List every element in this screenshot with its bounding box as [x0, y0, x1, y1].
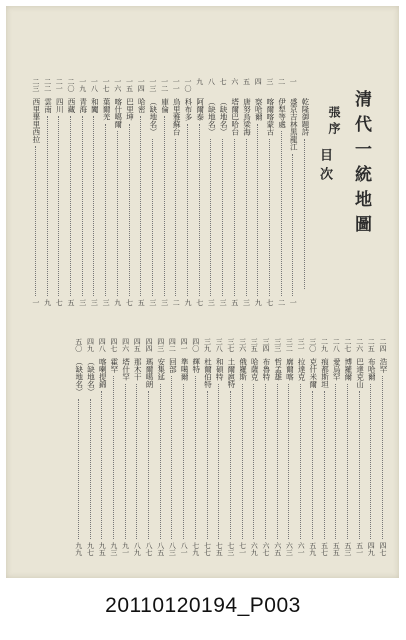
- leader-dots: [222, 139, 223, 296]
- leader-dots: [136, 384, 137, 539]
- leader-dots: [148, 391, 149, 539]
- leader-dots: [324, 391, 325, 539]
- entry-title: 葉爾羌: [102, 98, 112, 121]
- leader-dots: [288, 384, 289, 539]
- leader-dots: [129, 124, 130, 296]
- leader-dots: [304, 139, 305, 289]
- entry-number: 一一: [172, 78, 181, 92]
- entry-title: 青海: [78, 98, 88, 113]
- entry-title: 察哈爾: [254, 98, 264, 121]
- leader-dots: [90, 399, 91, 539]
- leader-dots: [101, 391, 102, 539]
- entry-number: 九: [195, 78, 204, 85]
- entry-number: 三六: [238, 338, 247, 352]
- entry-number: 四五: [133, 338, 142, 352]
- toc-entry: [156, 338, 166, 556]
- entry-number: 四七: [109, 338, 118, 352]
- toc-entry: [288, 78, 298, 306]
- entry-number: 二六: [355, 338, 364, 352]
- leader-dots: [257, 124, 258, 296]
- entry-title: 哲孟雄: [273, 358, 283, 381]
- entry-title: 伊犁等處: [277, 98, 287, 128]
- entry-title: 那木干: [133, 358, 143, 381]
- entry-page-number: 七一: [238, 542, 247, 556]
- toc-entry: [191, 338, 201, 556]
- entry-page-number: 三: [219, 299, 228, 306]
- entry-page-number: 八九: [133, 542, 142, 556]
- entry-page-number: 二: [172, 299, 181, 306]
- toc-entry: [195, 78, 205, 306]
- entry-title: 雲南: [43, 98, 53, 113]
- entry-title: （缺地名）: [219, 98, 229, 136]
- toc-entry: [43, 78, 53, 306]
- entry-number: 七: [219, 78, 228, 85]
- entry-number: 三八: [215, 338, 224, 352]
- leader-dots: [312, 391, 313, 539]
- entry-number: 二〇: [67, 78, 75, 92]
- leader-dots: [171, 376, 172, 539]
- leader-dots: [281, 131, 282, 296]
- entry-title: 回部: [168, 358, 178, 373]
- entry-page-number: 七: [125, 299, 134, 306]
- entry-title: 巴達克山: [355, 358, 365, 388]
- entry-number: 一九: [78, 78, 87, 92]
- image-caption: 20110120194_P003: [105, 594, 301, 617]
- entry-title: 哈薩克: [250, 358, 260, 381]
- toc-entry: [78, 78, 88, 306]
- entry-number: 一〇: [184, 78, 192, 92]
- leader-dots: [242, 384, 243, 539]
- toc-entry: [253, 78, 263, 306]
- entry-number: 六: [230, 78, 239, 85]
- entry-page-number: 四九: [367, 542, 376, 556]
- entry-title: 布魯特: [262, 358, 271, 381]
- toc-entry: [203, 338, 213, 556]
- leader-dots: [277, 384, 278, 539]
- toc-entry: [242, 78, 252, 306]
- entry-number: 一六: [113, 78, 122, 92]
- entry-title: 和碩特: [215, 358, 225, 381]
- leader-dots: [78, 399, 79, 539]
- entry-page-number: 九: [184, 299, 192, 306]
- leader-dots: [269, 139, 270, 296]
- toc-entry: [218, 78, 228, 306]
- entry-title: 喀爾喀蒙古: [265, 98, 275, 136]
- leader-dots: [164, 116, 165, 296]
- entry-page-number: 七: [55, 299, 64, 306]
- entry-page-number: 二: [277, 299, 286, 306]
- toc-entry: [238, 338, 248, 556]
- entry-page-number: 七五: [215, 542, 224, 556]
- leader-dots: [210, 139, 211, 296]
- entry-number: 五〇: [74, 338, 83, 352]
- entry-page-number: 六九: [250, 542, 259, 556]
- entry-page-number: 一: [31, 299, 40, 306]
- leader-dots: [265, 384, 266, 539]
- entry-page-number: 三: [242, 299, 251, 306]
- toc-entry: [109, 338, 119, 556]
- entry-page-number: 五五: [332, 542, 341, 556]
- entry-page-number: 七七: [203, 542, 212, 556]
- entry-number: 四〇: [191, 338, 200, 352]
- entry-title: 準噶爾: [180, 358, 190, 381]
- entry-title: 博羅爾: [343, 358, 353, 381]
- leader-dots: [93, 116, 94, 296]
- toc-entry: [136, 78, 146, 306]
- entry-number: 一四: [137, 78, 146, 92]
- leader-dots: [195, 376, 196, 539]
- toc-entry: [113, 78, 123, 306]
- entry-page-number: 八五: [156, 542, 165, 556]
- entry-number: 一: [289, 78, 298, 85]
- entry-title: 安集延: [156, 358, 166, 381]
- entry-page-number: 三: [148, 299, 157, 306]
- leader-dots: [183, 384, 184, 539]
- entry-number: 二四: [379, 338, 387, 352]
- entry-number: 五: [242, 78, 251, 85]
- entry-page-number: 七九: [191, 542, 200, 556]
- entry-title: 痕都斯坦: [320, 358, 330, 388]
- entry-number: 三: [265, 78, 274, 85]
- entry-number: 一五: [125, 78, 134, 92]
- leader-dots: [117, 131, 118, 296]
- entry-title: 烏里雅蘇台: [172, 98, 182, 136]
- entry-number: 二九: [320, 338, 329, 352]
- entry-number: 三一: [297, 338, 306, 352]
- toc-entry: [121, 338, 131, 556]
- leader-dots: [253, 384, 254, 539]
- toc-entry: [167, 338, 177, 556]
- entry-number: 四二: [168, 338, 177, 352]
- entry-page-number: 八三: [168, 542, 177, 556]
- toc-entry: [144, 338, 154, 556]
- leader-dots: [246, 139, 247, 296]
- entry-page-number: 六七: [262, 542, 270, 556]
- toc-entry: [86, 338, 96, 556]
- toc-entry: [74, 338, 84, 556]
- toc-entry: [132, 338, 142, 556]
- toc-entry: [320, 338, 330, 556]
- toc-entry: [277, 78, 287, 306]
- entry-title: 廓爾喀: [285, 358, 295, 381]
- leader-dots: [335, 384, 336, 539]
- entry-title: （缺地名）: [148, 98, 158, 136]
- leader-dots: [370, 384, 371, 539]
- leader-dots: [140, 116, 141, 296]
- toc-entry: [183, 78, 193, 306]
- entry-number: 三五: [250, 338, 259, 352]
- entry-title: 土爾扈特: [226, 358, 236, 388]
- entry-number: 二三: [31, 78, 40, 92]
- entry-number: 二一: [55, 78, 64, 92]
- entry-number: 二八: [332, 338, 341, 352]
- entry-number: 三四: [262, 338, 270, 352]
- leader-dots: [382, 376, 383, 539]
- entry-number: 四四: [145, 338, 153, 352]
- toc-entry: [331, 338, 341, 556]
- entry-number: 三二: [285, 338, 294, 352]
- entry-title: 克什米爾: [308, 358, 318, 388]
- entry-number: 四: [254, 78, 263, 85]
- entry-number: 一三: [148, 78, 157, 92]
- entry-page-number: 五三: [343, 542, 352, 556]
- leader-dots: [47, 116, 48, 296]
- entry-number: 二: [277, 78, 286, 85]
- leader-dots: [199, 124, 200, 296]
- table-of-contents-label: 目次: [317, 148, 332, 186]
- leader-dots: [58, 116, 59, 296]
- entry-number: 八: [207, 78, 216, 85]
- toc-entry: [31, 78, 41, 306]
- entry-page-number: 六三: [285, 542, 294, 556]
- preface-entry: 張序: [327, 106, 341, 138]
- toc-entry: [125, 78, 135, 306]
- entry-number: 二七: [343, 338, 352, 352]
- entry-title: 拉達克: [297, 358, 307, 381]
- entry-page-number: 七: [195, 299, 204, 306]
- entry-title: 科布多: [184, 98, 193, 121]
- leader-dots: [82, 116, 83, 296]
- entry-number: 三七: [226, 338, 235, 352]
- leader-dots: [218, 384, 219, 539]
- entry-page-number: 五九: [308, 542, 317, 556]
- toc-entry: [214, 338, 224, 556]
- entry-page-number: 五一: [355, 542, 364, 556]
- leader-dots: [207, 391, 208, 539]
- toc-entry: [89, 78, 99, 306]
- toc-entry: [355, 338, 365, 556]
- entry-page-number: 三: [78, 299, 87, 306]
- entry-page-number: 九一: [121, 542, 130, 556]
- leader-dots: [300, 384, 301, 539]
- entry-title: 喀喇提錦: [98, 358, 108, 388]
- toc-entry: [160, 78, 170, 306]
- entry-title: 霍罕: [109, 358, 119, 373]
- entry-page-number: 五: [137, 299, 146, 306]
- entry-title: （缺地名）: [74, 358, 84, 396]
- entry-title: 西藏: [67, 98, 76, 113]
- entry-number: 一七: [102, 78, 111, 92]
- toc-entry: [366, 338, 376, 556]
- toc-entry: [284, 338, 294, 556]
- entry-title: 愛烏罕: [332, 358, 342, 381]
- entry-page-number: 一: [289, 299, 298, 306]
- entry-page-number: 九三: [109, 542, 118, 556]
- entry-page-number: 八七: [145, 542, 153, 556]
- entry-number: 四一: [180, 338, 189, 352]
- entry-title: 乾隆御題詩: [301, 98, 310, 136]
- leader-dots: [70, 116, 71, 296]
- entry-title: 和闐: [90, 98, 100, 113]
- entry-title: 阿爾泰: [195, 98, 205, 121]
- entry-title: 塔什罕: [121, 358, 131, 381]
- leader-dots: [113, 376, 114, 539]
- toc-entry: [300, 78, 310, 306]
- leader-dots: [152, 139, 153, 296]
- toc-entry: [206, 78, 216, 306]
- entry-title: 喀什噶爾: [113, 98, 123, 128]
- entry-page-number: 九七: [86, 542, 95, 556]
- toc-entry: [66, 78, 76, 306]
- leader-dots: [35, 146, 36, 296]
- entry-title: （缺地名）: [207, 98, 217, 136]
- entry-number: 四三: [156, 338, 165, 352]
- leader-dots: [175, 139, 176, 296]
- entry-page-number: 六五: [273, 542, 282, 556]
- entry-title: 庫倫: [160, 98, 170, 113]
- entry-page-number: 九九: [74, 542, 83, 556]
- leader-dots: [347, 384, 348, 539]
- entry-page-number: 三: [90, 299, 99, 306]
- entry-number: 四九: [86, 338, 95, 352]
- entry-title: 浩罕: [379, 358, 388, 373]
- entry-page-number: 九: [43, 299, 52, 306]
- entry-number: 一二: [160, 78, 169, 92]
- toc-entry: [273, 338, 283, 556]
- entry-page-number: 六一: [297, 542, 306, 556]
- entry-page-number: 三: [102, 299, 111, 306]
- entry-title: 杜爾伯特: [203, 358, 213, 388]
- toc-entry: [378, 338, 388, 556]
- toc-entry: [230, 78, 240, 306]
- entry-title: 西里畢里西拉: [31, 98, 41, 143]
- toc-entry: [308, 338, 318, 556]
- entry-number: 四六: [121, 338, 130, 352]
- entry-title: 塔爾巴哈台: [230, 98, 240, 136]
- entry-title: 布哈爾: [367, 358, 377, 381]
- leader-dots: [160, 384, 161, 539]
- entry-title: 盛京吉林黑龍江: [289, 98, 299, 151]
- entry-number: 三三: [273, 338, 282, 352]
- leader-dots: [230, 391, 231, 539]
- leader-dots: [187, 124, 188, 296]
- entry-page-number: 四七: [379, 542, 387, 556]
- toc-entry: [171, 78, 181, 306]
- entry-title: 巴里坤: [125, 98, 135, 121]
- entry-number: 二二: [43, 78, 52, 92]
- toc-entry: [101, 78, 111, 306]
- entry-page-number: 七三: [226, 542, 235, 556]
- entry-number: 三〇: [308, 338, 317, 352]
- entry-number: 四八: [98, 338, 107, 352]
- entry-title: 瑪爾噶朗: [145, 358, 154, 388]
- entry-page-number: 五: [230, 299, 239, 306]
- entry-page-number: 七: [265, 299, 274, 306]
- entry-title: 俄羅斯: [238, 358, 248, 381]
- entry-number: 一八: [90, 78, 99, 92]
- leader-dots: [105, 124, 106, 296]
- entry-title: 唐努烏梁海: [242, 98, 252, 136]
- entry-number: 三九: [203, 338, 212, 352]
- entry-page-number: 九五: [98, 542, 107, 556]
- leader-dots: [292, 154, 293, 296]
- entry-title: 哈密: [137, 98, 147, 113]
- toc-entry: [226, 338, 236, 556]
- toc-entry: [249, 338, 259, 556]
- document-title: 清代一統地圖: [351, 90, 371, 240]
- entry-title: （缺地名）: [86, 358, 96, 396]
- leader-dots: [359, 391, 360, 539]
- entry-page-number: 九: [254, 299, 263, 306]
- entry-page-number: 九: [113, 299, 122, 306]
- toc-entry: [97, 338, 107, 556]
- entry-title: 輝特: [191, 358, 201, 373]
- entry-page-number: 三: [207, 299, 216, 306]
- entry-title: 四川: [55, 98, 65, 113]
- toc-entry: [148, 78, 158, 306]
- entry-number: 二五: [367, 338, 376, 352]
- leader-dots: [234, 139, 235, 296]
- toc-entry: [54, 78, 64, 306]
- leader-dots: [125, 384, 126, 539]
- entry-page-number: 五七: [320, 542, 329, 556]
- entry-page-number: 三: [160, 299, 169, 306]
- toc-entry: [179, 338, 189, 556]
- toc-entry: [296, 338, 306, 556]
- entry-page-number: 五: [67, 299, 75, 306]
- toc-entry: [343, 338, 353, 556]
- entry-page-number: 八一: [180, 542, 189, 556]
- toc-entry: [265, 78, 275, 306]
- toc-entry: [261, 338, 271, 556]
